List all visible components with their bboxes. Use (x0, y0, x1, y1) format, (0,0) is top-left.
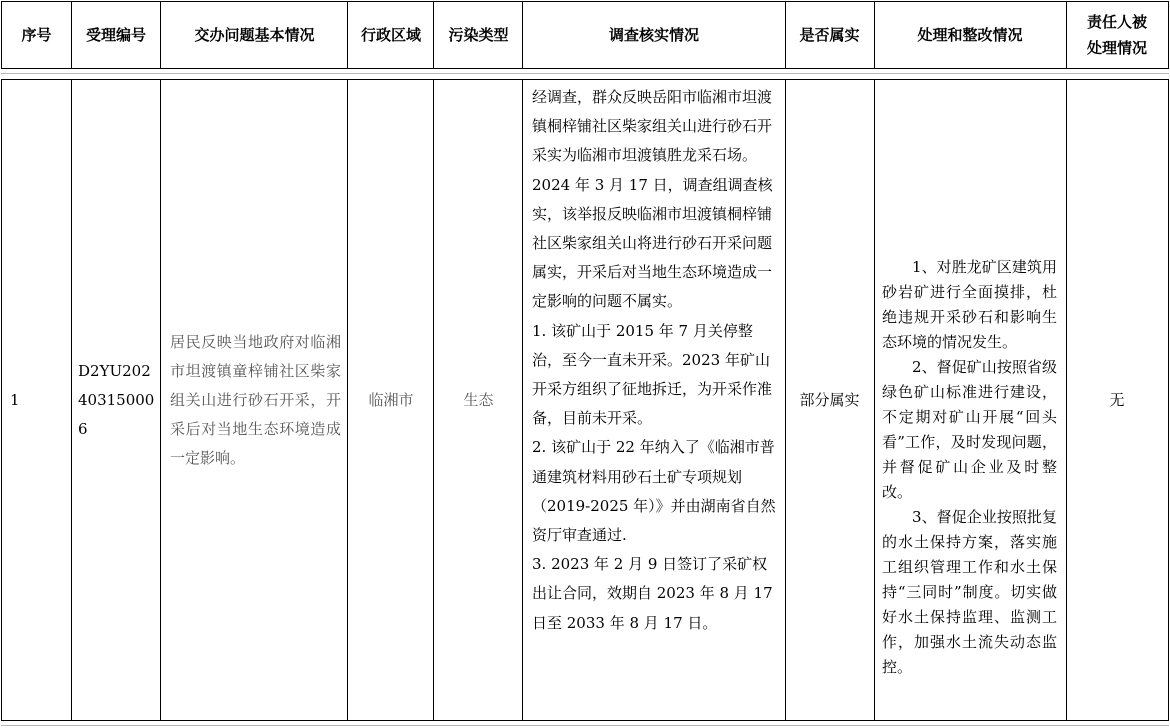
col-line-3-body (347, 79, 348, 721)
header-investigation-text: 调查核实情况 (608, 26, 699, 44)
header-seq (2, 2, 71, 68)
col-line-4-head (433, 1, 434, 69)
cell-verified-text: 部分属实 (799, 390, 860, 409)
header-pollution-text: 污染类型 (448, 26, 509, 44)
cell-pollution-text: 生态 (463, 390, 494, 409)
header-seq-text: 序号 (21, 26, 52, 44)
cell-issue-text: 居民反映当地政府对临湘市坦渡镇童梓铺社区柴家组关山进行砂石开采，开采后对当地生态环境造成一定影响。 (170, 332, 341, 467)
cell-verified (785, 80, 874, 720)
header-region-text: 行政区域 (360, 26, 421, 44)
cell-pollution (434, 80, 523, 720)
cell-code (71, 80, 161, 720)
header-responsible-line1: 责任人被 (1086, 13, 1147, 31)
border-row-bottom (1, 720, 1169, 721)
investigation-point-2: 2. 该矿山于 22 年纳入了《临湘市普通建筑材料用砂石土矿专项规划（2019-2025 年）》并由湖南省自然资厅审查通过. (532, 438, 776, 545)
col-line-2-body (160, 79, 161, 721)
header-responsible (1066, 2, 1168, 68)
cell-seq-text: 1 (10, 390, 20, 409)
col-line-6-body (785, 79, 786, 721)
cell-region (348, 80, 434, 720)
border-bottom-light (1, 725, 1169, 726)
header-handling-text: 处理和整改情况 (917, 26, 1023, 44)
col-line-5-body (522, 79, 523, 721)
border-spacer-light (1, 73, 1169, 74)
cell-investigation (523, 80, 785, 720)
col-line-2-head (160, 1, 161, 69)
header-verified (785, 2, 874, 68)
header-region (348, 2, 434, 68)
investigation-point-1: 1. 该矿山于 2015 年 7 月关停整治，至今一直未开采。2023 年矿山开采方组织了征地拆迁，为开采作准备，目前未开采。 (532, 321, 773, 428)
cell-code-text: D2YU20240315000 6 (78, 361, 155, 438)
col-line-1-head (71, 1, 72, 69)
border-top (1, 1, 1169, 2)
handling-point-3: 3、督促企业按照批复的水土保持方案，落实施工组织管理工作和水土保持“三同时”制度。切实做好水土保持监理、监测工作，加强水土流失动态监控。 (882, 508, 1057, 676)
cell-responsible-text: 无 (1109, 390, 1125, 409)
border-row-top (1, 79, 1169, 80)
border-header-bottom (1, 68, 1169, 69)
header-code (71, 2, 161, 68)
header-handling (874, 2, 1066, 68)
col-line-7-body (874, 79, 875, 721)
header-issue (161, 2, 348, 68)
header-pollution (434, 2, 523, 68)
cell-issue (161, 80, 348, 720)
col-line-5-head (522, 1, 523, 69)
cell-handling (874, 80, 1066, 720)
cell-region-text: 临湘市 (368, 390, 414, 409)
col-line-0-body (1, 79, 2, 721)
handling-point-1: 1、对胜龙矿区建筑用砂岩矿进行全面摸排，杜绝违规开采砂石和影响生态环境的情况发生。 (882, 258, 1057, 351)
col-line-8-body (1066, 79, 1067, 721)
col-line-1-body (71, 79, 72, 721)
cell-seq (2, 80, 71, 720)
col-line-8-head (1066, 1, 1067, 69)
cell-responsible (1066, 80, 1168, 720)
col-line-9-head (1168, 1, 1169, 69)
header-verified-text: 是否属实 (799, 26, 860, 44)
investigation-summary: 经调查，群众反映岳阳市临湘市坦渡镇桐梓铺社区柴家组关山进行砂石开采实为临湘市坦渡镇胜龙采石场。2024 年 3 月 17 日，调查组调查核实，该举报反映临湘市坦渡镇桐梓铺社区柴家组关山将进行砂石开采问题属实，开采后对当地生态环境造成一定影响的问题不属实。 (532, 88, 773, 311)
col-line-3-head (347, 1, 348, 69)
col-line-4-body (433, 79, 434, 721)
col-line-9-body (1168, 79, 1169, 721)
handling-point-2: 2、督促矿山按照省级绿色矿山标准进行建设，不定期对矿山开展“回头看”工作，及时发现问题，并督促矿山企业及时整改。 (882, 358, 1057, 501)
investigation-point-3: 3. 2023 年 2 月 9 日签订了采矿权出让合同，效期自 2023 年 8 月 17 日至 2033 年 8 月 17 日。 (532, 555, 773, 632)
col-line-6-head (785, 1, 786, 69)
header-responsible-line2: 处理情况 (1086, 39, 1147, 57)
header-investigation (523, 2, 785, 68)
col-line-0-head (1, 1, 2, 69)
header-code-text: 受理编号 (85, 26, 146, 44)
col-line-7-head (874, 1, 875, 69)
header-issue-text: 交办问题基本情况 (194, 26, 315, 44)
